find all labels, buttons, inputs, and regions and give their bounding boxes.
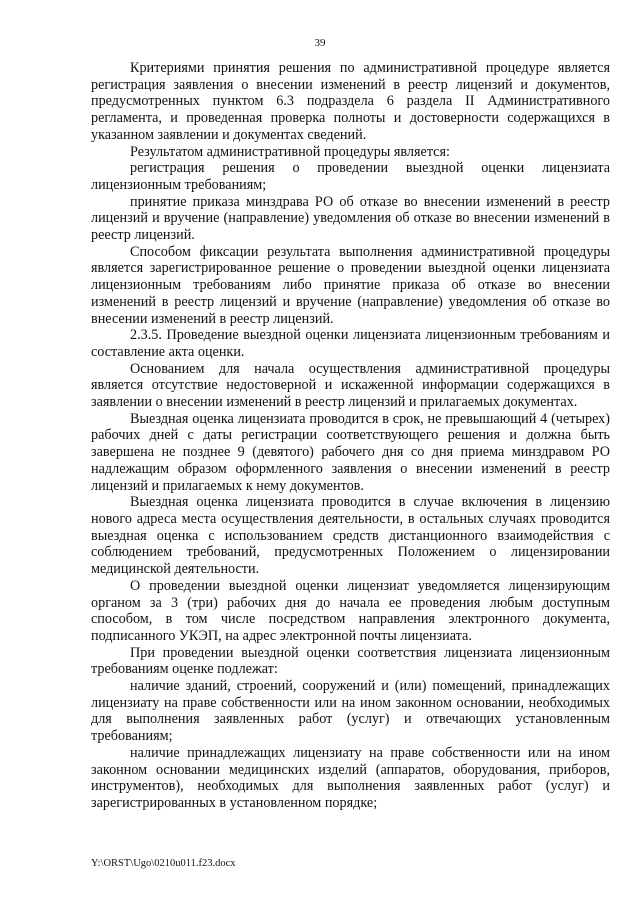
paragraph-notification: О проведении выездной оценки лицензиат уведомляется лицензирующим органом за 3 (три) рабочих дня до начала ее проведения любым доступным способом, в том числе посредством направления электронного документа, подписанного УКЭП, на адрес электронной почты лицензиата.	[91, 577, 610, 644]
paragraph-fixation-method: Способом фиксации результата выполнения административной процедуры является зарегистрированное решение о проведении выездной оценки лицензиата лицензионным требованиям либо принятие приказа об отказе во внесении изменений в реестр лицензий и вручение (направление) уведомления об отказе во внесении изменений в реестр лицензий.	[91, 243, 610, 327]
paragraph-assessment-subjects: При проведении выездной оценки соответствия лицензиата лицензионным требованиям оценке подлежат:	[91, 644, 610, 678]
paragraph-result-intro: Результатом административной процедуры является:	[130, 143, 450, 160]
paragraph-medical-devices: наличие принадлежащих лицензиату на праве собственности или на ином законном основании медицинских изделий (аппаратов, оборудования, приборов, инструментов), необходимых для выполнения заявленных работ (услуг) и зарегистрированных в установленном порядке;	[91, 744, 610, 811]
document-body	[91, 60, 610, 812]
paragraph-basis: Основанием для начала осуществления административной процедуры является отсутствие недостоверной и искаженной информации содержащихся в заявлении о внесении изменений в реестр лицензий и прилагаемых документах.	[91, 360, 610, 411]
footer-file-path: Y:\ORST\Ugo\0210u011.f23.docx	[91, 858, 236, 869]
paragraph-result-refusal: принятие приказа минздрава РО об отказе во внесении изменений в реестр лицензий и вручение (направление) уведомления об отказе во внесении изменений в реестр лицензий.	[91, 193, 610, 244]
paragraph-premises: наличие зданий, строений, сооружений и (или) помещений, принадлежащих лицензиату на праве собственности или на ином законном основании, необходимых для выполнения заявленных работ (услуг) и отвечающих установленным требованиям;	[91, 678, 610, 745]
paragraph-decision-criteria: Критериями принятия решения по административной процедуре является регистрация заявления о внесении изменений в реестр лицензий и документов, предусмотренных пунктом 6.3 подраздела 6 раздела II Административного регламента, и проведенная проверка полноты и достоверности содержащихся в указанном заявлении и документах сведений.	[91, 60, 610, 143]
paragraph-deadline: Выездная оценка лицензиата проводится в срок, не превышающий 4 (четырех) рабочих дней с даты регистрации соответствующего решения и должна быть завершена не позднее 9 (девятого) рабочего дня со дня приема минздравом РО надлежащим образом оформленного заявления о внесении изменений в реестр лицензий и прилагаемых к нему документов.	[91, 410, 610, 494]
paragraph-onsite-cases: Выездная оценка лицензиата проводится в случае включения в лицензию нового адреса места осуществления деятельности, в остальных случаях проводится выездная оценка с использованием средств дистанционного взаимодействия с соблюдением требований, предусмотренных Положением о лицензировании медицинской деятельности.	[91, 494, 610, 578]
section-heading-2-3-5: 2.3.5. Проведение выездной оценки лицензиата лицензионным требованиям и составление акта оценки.	[91, 327, 610, 360]
page-number: 39	[314, 37, 326, 49]
paragraph-result-registration: регистрация решения о проведении выездной оценки лицензиата лицензионным требованиям;	[91, 160, 610, 193]
